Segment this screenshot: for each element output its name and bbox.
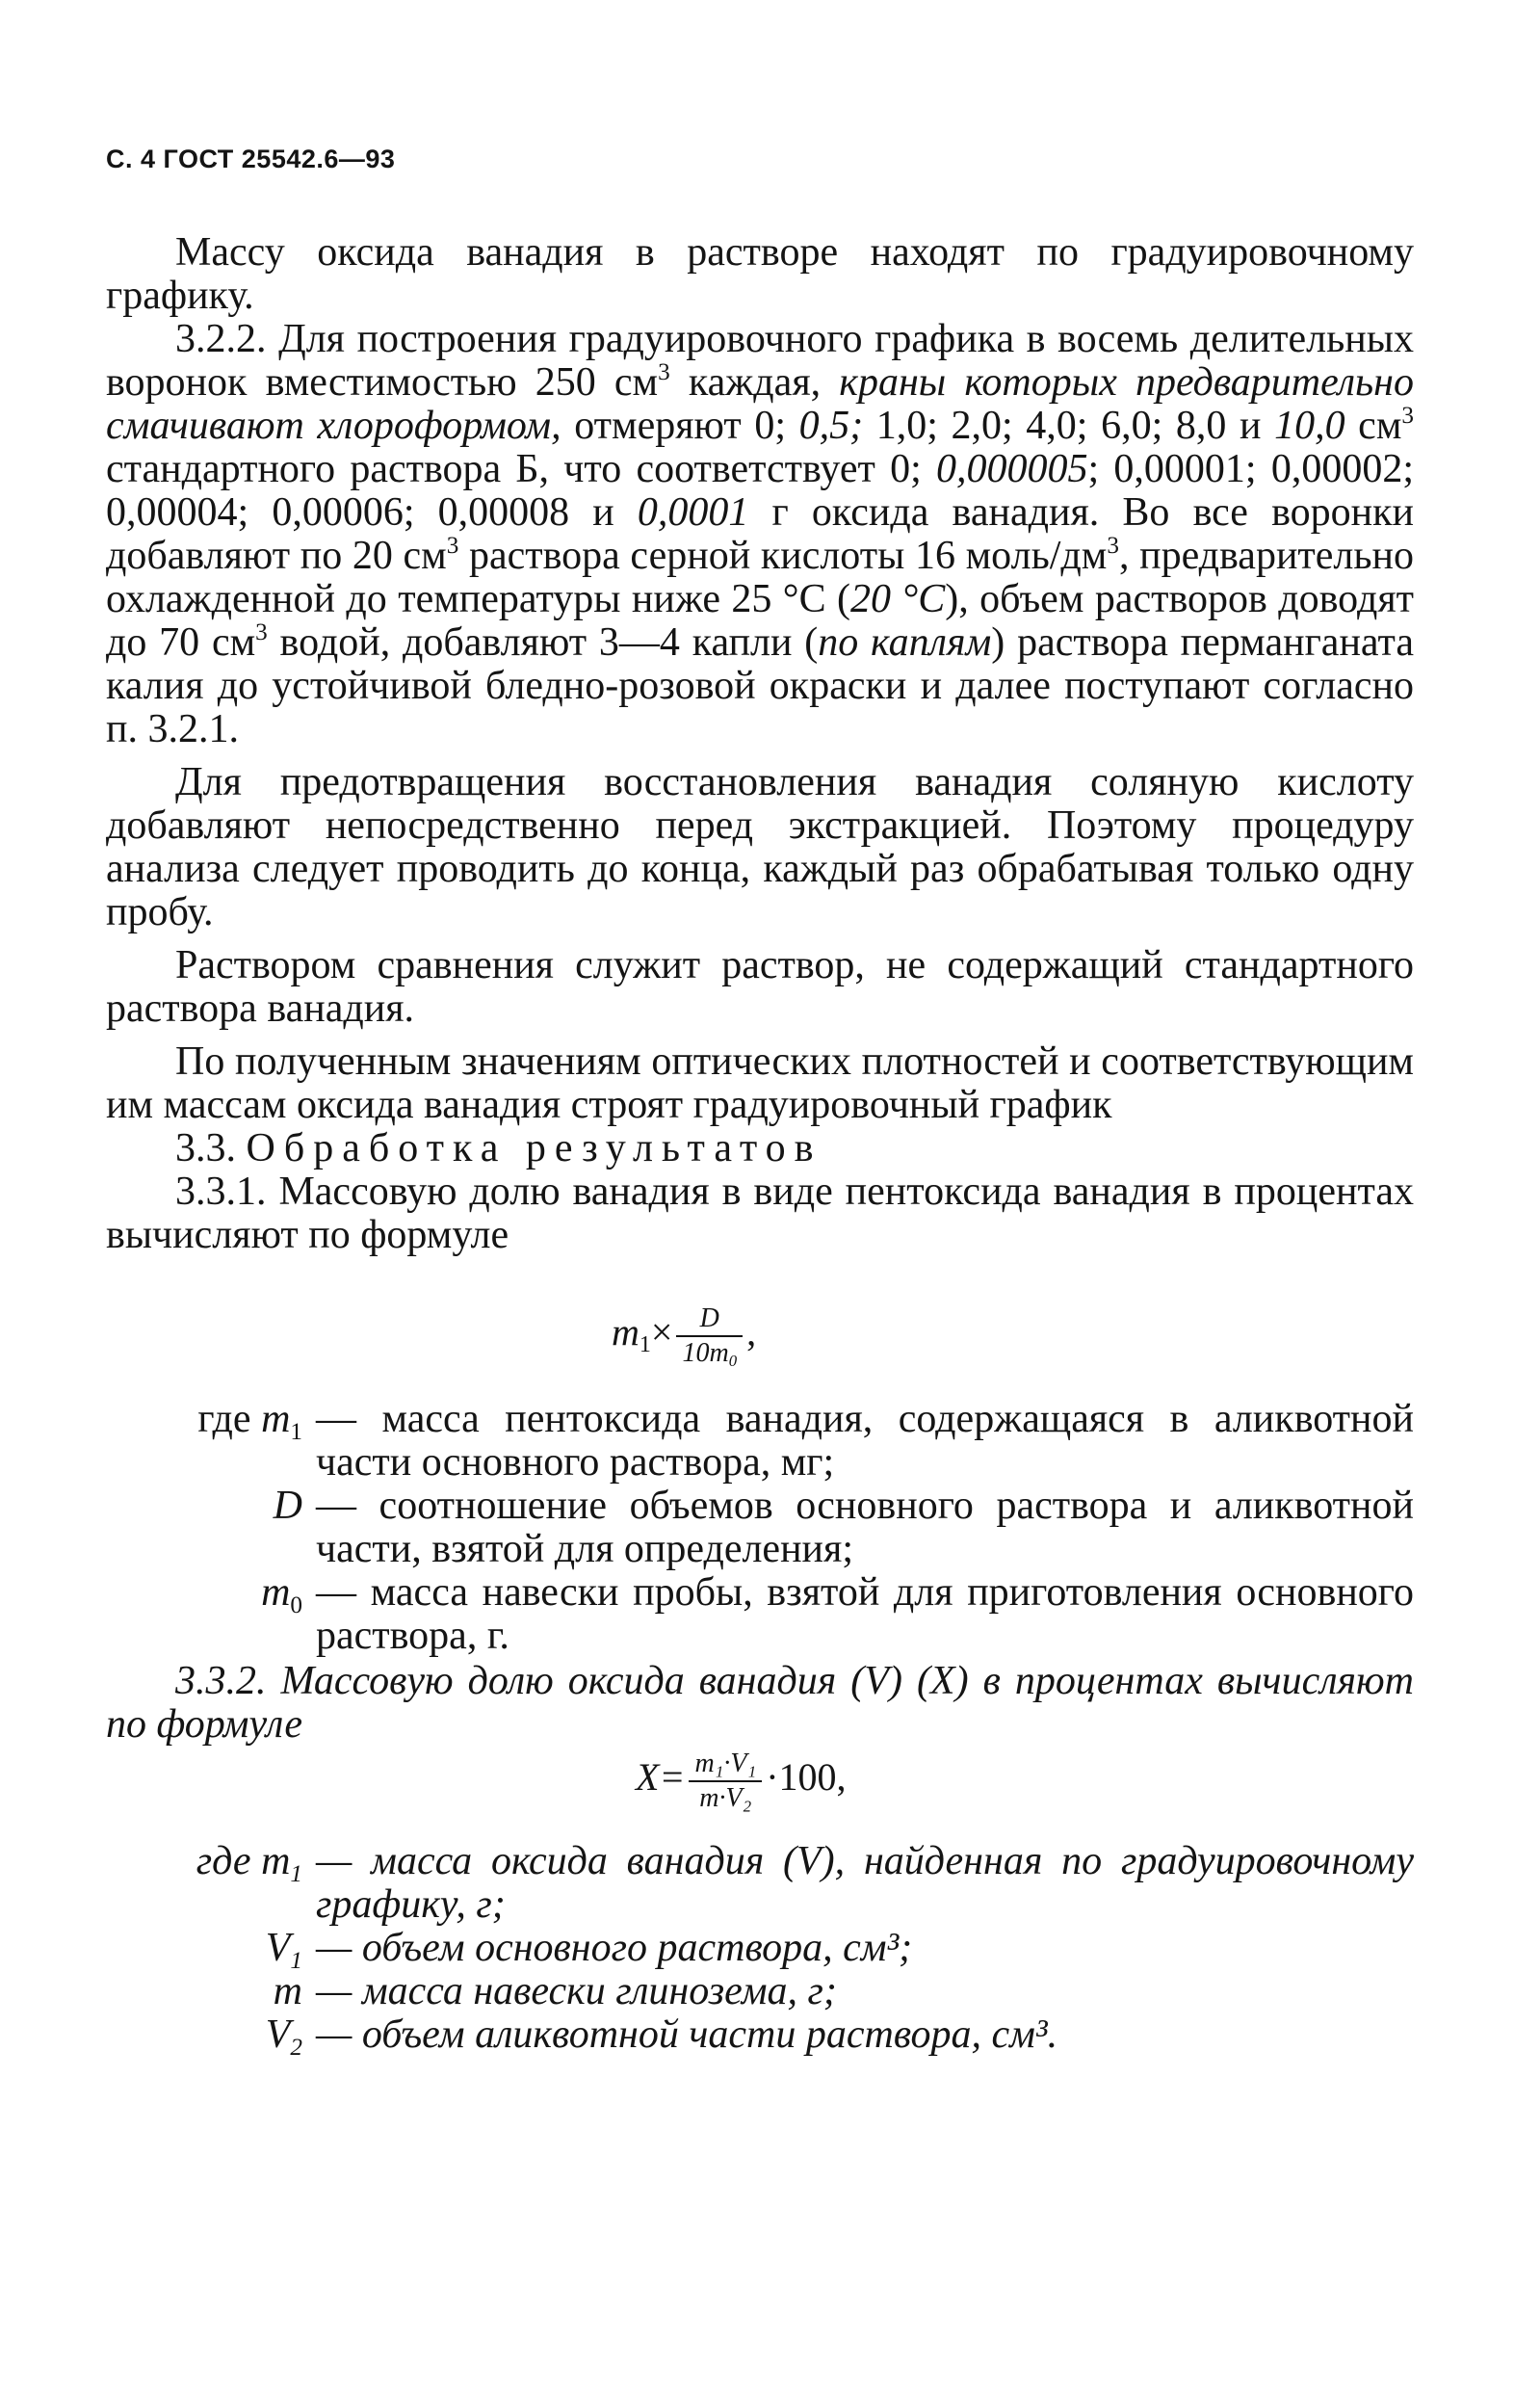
section-heading-3-3: 3.3. Обработка результатов [175,1126,822,1170]
paragraph-3-2-2: 3.2.2. Для построения градуировочного графика в восемь делительных воронок вместимостью 250 $см^3$ каждая, краны которых предварительно смачивают хлороформом, отмеряют 0; 0,5; 1,0; 2,0; 4,0; 6,0; 8,0 и 10,0 $см^3$ стандартного раствора Б, что соответствует 0; 0,000005; 0,00001; 0,00002; 0,00004; 0,00006; 0,00008 и 0,0001 г оксида ванадия. Во все воронки добавляют по 20 $см^3$ раствора серной кислоты 16 моль/$дм^3$, предварительно охлажденной до температуры ниже 25 °С (20 °С), объем растворов доводят до 70 $см^3$ водой, добавляют 3—4 капли (по каплям) раствора перманганата калия до устойчивой бледно-розовой окраски и далее поступают согласно п. 3.2.1. [106,317,1415,751]
definition-item: $V_2$ — объем аликвотной части раствора, см³. [265,2012,1058,2061]
formula-2-definitions [106,1839,1414,2061]
page-header: С. 4 ГОСТ 25542.6—93 [106,145,396,173]
formula-1: $m_1\times$ $\frac{D}{10m_0}$ , [612,1303,757,1371]
formula-1-fraction: $\frac{D}{10m_0}$ [676,1302,743,1370]
paragraph-mass-from-graph: Массу оксида ванадия в растворе находят по градуировочному графику. [106,230,1414,318]
definition-item: D — соотношение объемов основного раствора и аликвотной части, взятой для определения; [273,1484,1414,1571]
formula-1-definitions [106,1398,1414,1658]
definition-item: где $m_1$ — масса пентоксида ванадия, содержащаяся в аликвотной части основного раствора, мг; [197,1397,1414,1485]
paragraph-prevent-reduction: Для предотвращения восстановления ванадия соляную кислоту добавляют непосредственно перед экстракцией. Поэтому процедуру анализа следует проводить до конца, каждый раз обрабатывая только одну пробу. [106,760,1414,934]
body-text [106,231,1414,1257]
definition-item: $V_1$ — объем основного раствора, см³; [265,1926,913,1974]
definition-item: $m_0$ — масса навески пробы, взятой для приготовления основного раствора, г. [261,1570,1414,1658]
formula-2-fraction: $\frac{\text{m₁·V₁}}{\text{m·V₂}}$ [689,1748,762,1815]
formula-2: X= $\frac{\text{m₁·V₁}}{\text{m·V₂}}$ ·100, [636,1749,847,1813]
paragraph-build-graph: По полученным значениям оптических плотностей и соответствующим им массам оксида ванадия строят градуировочный график [106,1039,1414,1127]
paragraph-3-3-2: 3.3.2. Массовую долю оксида ванадия (V) (X) в процентах вычисляют по формуле [106,1659,1414,1747]
paragraph-comparison-solution: Раствором сравнения служит раствор, не содержащий стандартного раствора ванадия. [106,943,1414,1031]
definition-item: где $m_1$ — масса оксида ванадия (V), найденная по градуировочному графику, г; [196,1839,1414,1927]
paragraph-3-3-2-block [106,1660,1414,1747]
definition-item: m — масса навески глинозема, г; [273,1969,837,2013]
paragraph-3-3-1: 3.3.1. Массовую долю ванадия в виде пентоксида ванадия в процентах вычисляют по формуле [106,1170,1414,1257]
